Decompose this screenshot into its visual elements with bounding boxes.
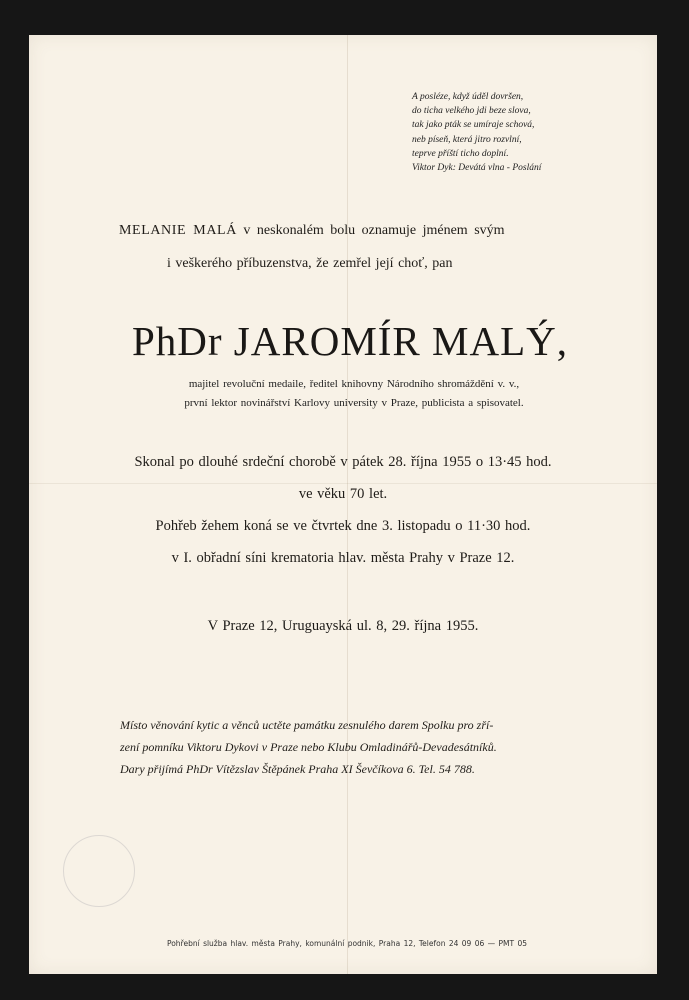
poem-attribution: Viktor Dyk: Devátá vlna - Poslání [412,163,542,174]
poem-line: tak jako pták se umíraje schová, [412,120,535,131]
notice-line: Dary přijímá PhDr Vítězslav Štěpánek Praha XI Ševčíkova 6. Tel. 54 788. [120,762,475,776]
funeral-time: Pohřeb žehem koná se ve čtvrtek dne 3. listopadu o 11·30 hod. [155,518,531,534]
poem-epigraph [412,90,642,175]
widow-name: MELANIE MALÁ [119,223,237,238]
obituary-sheet [29,35,657,974]
announcement-line-1 [119,223,505,239]
title-line: první lektor novinářství Karlovy university v Praze, publicista a spisovatel. [184,397,524,409]
funeral-venue: v I. obřadní síni krematoria hlav. města Prahy v Praze 12. [171,550,515,566]
donation-notice [120,714,657,780]
announcement-line-2: i veškerého příbuzenstva, že zemřel její choť, pan [167,256,453,271]
age: ve věku 70 let. [298,486,388,502]
deceased-name: PhDr JAROMÍR MALÝ, [131,318,568,364]
death-time: Skonal po dlouhé srdeční chorobě v pátek 28. října 1955 o 13·45 hod. [134,454,552,470]
fold-line-vertical [347,35,348,974]
notice-line: Místo věnování kytic a věnců uctěte památku zesnulého darem Spolku pro zří- [120,718,494,732]
poem-line: neb píseň, která jitro rozvlní, [412,134,522,145]
notice-line: zení pomníku Viktoru Dykovi v Praze nebo Klubu Omladinářů-Devadesátníků. [120,740,497,754]
faded-stamp [63,835,135,907]
deceased-titles [29,375,657,413]
fold-line-horizontal [29,483,657,484]
poem-line: teprve příští ticho doplní. [412,148,509,159]
announcement-text: v neskonalém bolu oznamuje jménem svým [243,223,505,238]
printer-footer: Pohřební služba hlav. města Prahy, komunální podnik, Praha 12, Telefon 24 09 06 — PMT 05 [166,939,528,948]
place-and-date: V Praze 12, Uruguayská ul. 8, 29. října 1955. [207,618,479,634]
poem-line: do ticha velkého jdi beze slova, [412,106,531,117]
title-line: majitel revoluční medaile, ředitel knihovny Národního shromáždění v. v., [188,378,520,390]
poem-line: A posléze, když úděl dovršen, [412,92,524,102]
